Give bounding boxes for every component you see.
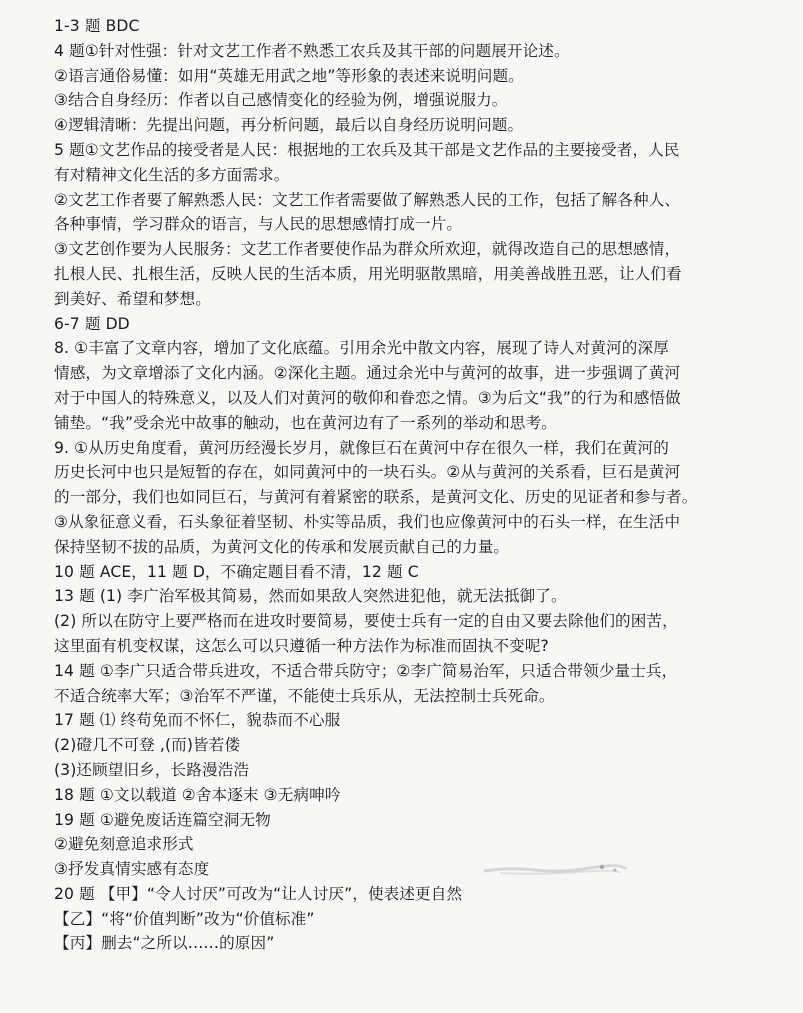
text-line: 17 题 ⑴ 终苟免而不怀仁，貌恭而不心服 — [54, 711, 341, 730]
text-line: 铺垫。“我”受余光中故事的触动，也在黄河边有了一系列的举动和思考。 — [54, 413, 557, 432]
text-line: 保持坚韧不拔的品质，为黄河文化的传承和发展贡献自己的力量。 — [54, 537, 510, 556]
text-line: 4 题①针对性强：针对文艺工作者不熟悉工农兵及其干部的问题展开论述。 — [54, 41, 570, 60]
text-line: ③文艺创作要为人民服务：文艺工作者要使作品为群众所欢迎，就得改造自己的思想感情， — [54, 240, 681, 259]
text-line: ③从象征意义看，石头象征着坚韧、朴实等品质，我们也应像黄河中的石头一样，在生活中 — [54, 512, 681, 531]
text-line: (2) 所以在防守上要严格而在进攻时要简易，要使士兵有一定的自由又要去除他们的困苦， — [54, 612, 678, 631]
text-line: 这里面有机变权谋，这怎么可以只遵循一种方法作为标准而固执不变呢? — [54, 636, 549, 655]
text-line: 8. ①丰富了文章内容，增加了文化底蕴。引用余光中散文内容，展现了诗人对黄河的深厚 — [54, 339, 669, 358]
text-line: 6-7 题 DD — [54, 314, 130, 333]
text-line: 的一部分，我们也如同巨石，与黄河有着紧密的联系，是黄河文化、历史的见证者和参与者。 — [54, 488, 698, 507]
text-line: 19 题 ①避免废话连篇空洞无物 — [54, 810, 271, 829]
text-line: (2)磴几不可登 ,(而)皆若偻 — [54, 736, 241, 755]
text-line: 历史长河中也只是短暂的存在，如同黄河中的一块石头。②从与黄河的关系看，巨石是黄河 — [54, 463, 681, 482]
text-line: 有对精神文化生活的多方面需求。 — [54, 165, 290, 184]
text-line: 20 题 【甲】“令人讨厌”可改为“让人讨厌”，使表述更自然 — [54, 884, 463, 903]
text-line: ④逻辑清晰：先提出问题，再分析问题，最后以自身经历说明问题。 — [54, 116, 524, 135]
text-line: 到美好、希望和梦想。 — [54, 289, 211, 308]
text-line: ②文艺工作者要了解熟悉人民：文艺工作者需要做了解熟悉人民的工作，包括了解各种人、 — [54, 190, 681, 209]
text-line: 各种事情，学习群众的语言，与人民的思想感情打成一片。 — [54, 215, 463, 234]
text-line: ②语言通俗易懂：如用“英雄无用武之地”等形象的表述来说明问题。 — [54, 66, 524, 85]
text-line: 18 题 ①文以载道 ②舍本逐末 ③无病呻吟 — [54, 785, 341, 804]
text-line: 13 题 (1) 李广治军极其简易，然而如果敌人突然进犯他，就无法抵御了。 — [54, 587, 567, 606]
text-line: 10 题 ACE，11 题 D，不确定题目看不清，12 题 C — [54, 562, 419, 581]
text-line: 9. ①从历史角度看，黄河历经漫长岁月，就像巨石在黄河中存在很久一样，我们在黄河的 — [54, 438, 669, 457]
text-line: 扎根人民、扎根生活，反映人民的生活本质，用光明驱散黑暗，用美善战胜丑恶，让人们看 — [54, 264, 682, 283]
text-line: 5 题①文艺作品的接受者是人民：根据地的工农兵及其干部是文艺作品的主要接受者，人民 — [54, 140, 680, 159]
text-line: ③结合自身经历：作者以自己感情变化的经验为例，增强说服力。 — [54, 91, 508, 110]
text-line: (3)还顾望旧乡，长路漫浩浩 — [54, 760, 250, 779]
scan-smudge — [480, 858, 630, 880]
text-line: 【丙】删去“之所以……的原因” — [54, 934, 275, 953]
text-line: 不适合统率大军；③治军不严谨，不能使士兵乐从，无法控制士兵死命。 — [54, 686, 555, 705]
text-line: 情感，为文章增添了文化内涵。②深化主题。通过余光中与黄河的故事，进一步强调了黄河 — [54, 364, 681, 383]
text-line: ③抒发真情实感有态度 — [54, 860, 210, 879]
text-line: 14 题 ①李广只适合带兵进攻，不适合带兵防守；②李广简易治军，只适合带领少量士兵， — [54, 661, 678, 680]
text-line: ②避免刻意追求形式 — [54, 835, 194, 854]
text-line: 对于中国人的特殊意义，以及人们对黄河的敬仰和眷恋之情。③为后文“我”的行为和感悟做 — [54, 388, 681, 407]
text-line: 1-3 题 BDC — [54, 17, 140, 35]
text-line: 【乙】“将“价值判断”改为“价值标准” — [54, 909, 315, 928]
